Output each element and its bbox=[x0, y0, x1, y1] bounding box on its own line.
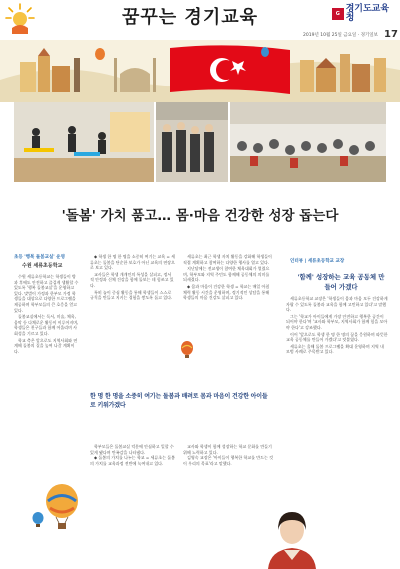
paragraph: ◆ 학생 한 명 한 명을 소중히 여기는 교육 = 세류초는 돌봄을 단순한 보호가 아닌 교육의 연장으로 보고 있다. bbox=[90, 254, 175, 271]
section-tag: 초등 '행복 돌봄교실' 운영 bbox=[14, 255, 65, 260]
logo-text: 경기도교육청 bbox=[345, 3, 390, 23]
paragraph: ◆ 몸과 마음이 건강한 학생 = 학교는 매일 아침 체력 활동 시간을 운영하며, 정기적인 상담을 통해 학생들의 마음 건강도 살피고 있다. bbox=[183, 283, 270, 301]
paragraph: 돌봄교실에서는 독서, 미술, 체육, 음악 등 다채로운 활동이 이루어지며, 학생들은 친구들과 함께 어울리며 사회성을 기르고 있다. bbox=[14, 314, 79, 336]
photo-children-exercise bbox=[14, 102, 154, 182]
turkish-flag-icon bbox=[170, 45, 290, 94]
school-name: 수원 세류초등학교 bbox=[22, 263, 63, 269]
balloon-icon bbox=[32, 512, 44, 528]
paragraph: 학부모들은 돌봄교실 덕분에 안심하고 일할 수 있게 됐다며 만족감을 나타냈다. bbox=[90, 444, 174, 455]
paragraph: 세류초는 최근 학생 자치 활동을 강화해 학생들이 직접 계획하고 참여하는 다양한 행사를 열고 있다. bbox=[183, 254, 272, 265]
logo-mark-icon: G bbox=[332, 8, 344, 20]
pull-quote: 한 명 한 명을 소중히 여기는 돌봄과 배려로 몸과 마음이 건강한 아이들로 키워가겠다 bbox=[90, 393, 268, 409]
paragraph: 학교 측은 앞으로도 지역사회와 연계해 돌봄의 질을 높여 나갈 계획이다. bbox=[14, 337, 78, 354]
page-number: 17 bbox=[384, 29, 398, 40]
paragraph: 수원 세류초등학교는 학생들이 방과 후에도 안전하고 즐겁게 생활할 수 있도록 '행복 돌봄교실'을 운영하고 있다. 맞벌이 가정과 한부모 가정 학생들을 대상으로 다양한 프로그램을 제공하며 학부모들의 큰 호응을 얻고 있다. bbox=[14, 274, 79, 313]
sun-logo-icon bbox=[4, 2, 36, 36]
paragraph: ◆ 돌봄의 가치를 나누는 학교 = 세류초는 돌봄의 가치를 교육과정 전반에 녹여내고 있다. bbox=[90, 455, 175, 466]
balloon-icon bbox=[180, 341, 194, 359]
paragraph: 세류초등학교 교장은 '학생들이 몸과 마음 모두 건강하게 자랄 수 있도록 돌봄과 교육을 함께 고민하고 있다'고 말했다. bbox=[286, 296, 388, 313]
paragraph: 그는 '학교가 아이들에게 가장 안전하고 행복한 공간이 되어야 한다'며 '교사와 학부모, 지역사회가 함께 힘을 모아야 한다'고 강조했다. bbox=[286, 313, 388, 330]
column-3-body bbox=[183, 254, 273, 338]
photo-audience-hall bbox=[230, 102, 386, 182]
column-2-continued bbox=[90, 444, 175, 564]
column-1-body bbox=[14, 274, 79, 474]
masthead bbox=[0, 0, 400, 40]
paragraph: 특히 놀이 중심 활동을 통해 학생들이 스스로 규칙을 만들고 지키는 경험을 쌓도록 돕고 있다. bbox=[90, 289, 173, 301]
balloon-icon bbox=[44, 484, 80, 530]
main-headline: '돌봄' 가치 품고… 몸·마음 건강한 성장 돕는다 bbox=[61, 208, 339, 224]
column-4-body bbox=[286, 296, 388, 504]
interview-subhead: '함께' 성장하는 교육 공동체 만들어 가겠다 bbox=[297, 273, 385, 291]
paragraph: 교사와 학생이 함께 성장하는 학교 문화를 만들기 위해 노력하고 있다. bbox=[183, 444, 272, 455]
issue-date: 2019년 10월 25일 금요일 · 경기일보 bbox=[303, 33, 378, 38]
column-3-continued bbox=[183, 444, 273, 512]
publisher-logo bbox=[332, 5, 396, 22]
paragraph: 지난달에는 전교생이 참여한 체육대회가 열렸으며, 학부모와 지역 주민도 함께해 공동체의 의미를 되새겼다. bbox=[183, 266, 270, 283]
interview-label: 인터뷰 | 세류초등학교 교장 bbox=[290, 259, 345, 264]
masthead-title: 꿈꾸는 경기교육 bbox=[122, 7, 258, 28]
paragraph: 세류초는 올해 돌봄 프로그램을 확대 운영하며 지역 내 모범 사례로 주목받고 있다. bbox=[286, 343, 384, 355]
photo-adults-group bbox=[156, 102, 228, 182]
principal-portrait bbox=[262, 508, 322, 569]
photo-strip bbox=[14, 102, 386, 182]
paragraph: 이어 '앞으로도 학생 한 명 한 명의 꿈을 응원하며 따뜻한 교육 공동체를 만들어 가겠다'고 덧붙였다. bbox=[286, 331, 388, 343]
paragraph: 김영숙 교장은 '아이들이 행복한 학교를 만드는 것이 우리의 목표'라고 말했다. bbox=[183, 455, 273, 466]
banner-illustration bbox=[0, 40, 400, 102]
paragraph: 교사들은 학생 개개인의 특성을 살피고, 정서적 안정과 신체 건강을 함께 돌보는 데 힘쓰고 있다. bbox=[90, 271, 174, 288]
column-2-body bbox=[90, 254, 175, 388]
